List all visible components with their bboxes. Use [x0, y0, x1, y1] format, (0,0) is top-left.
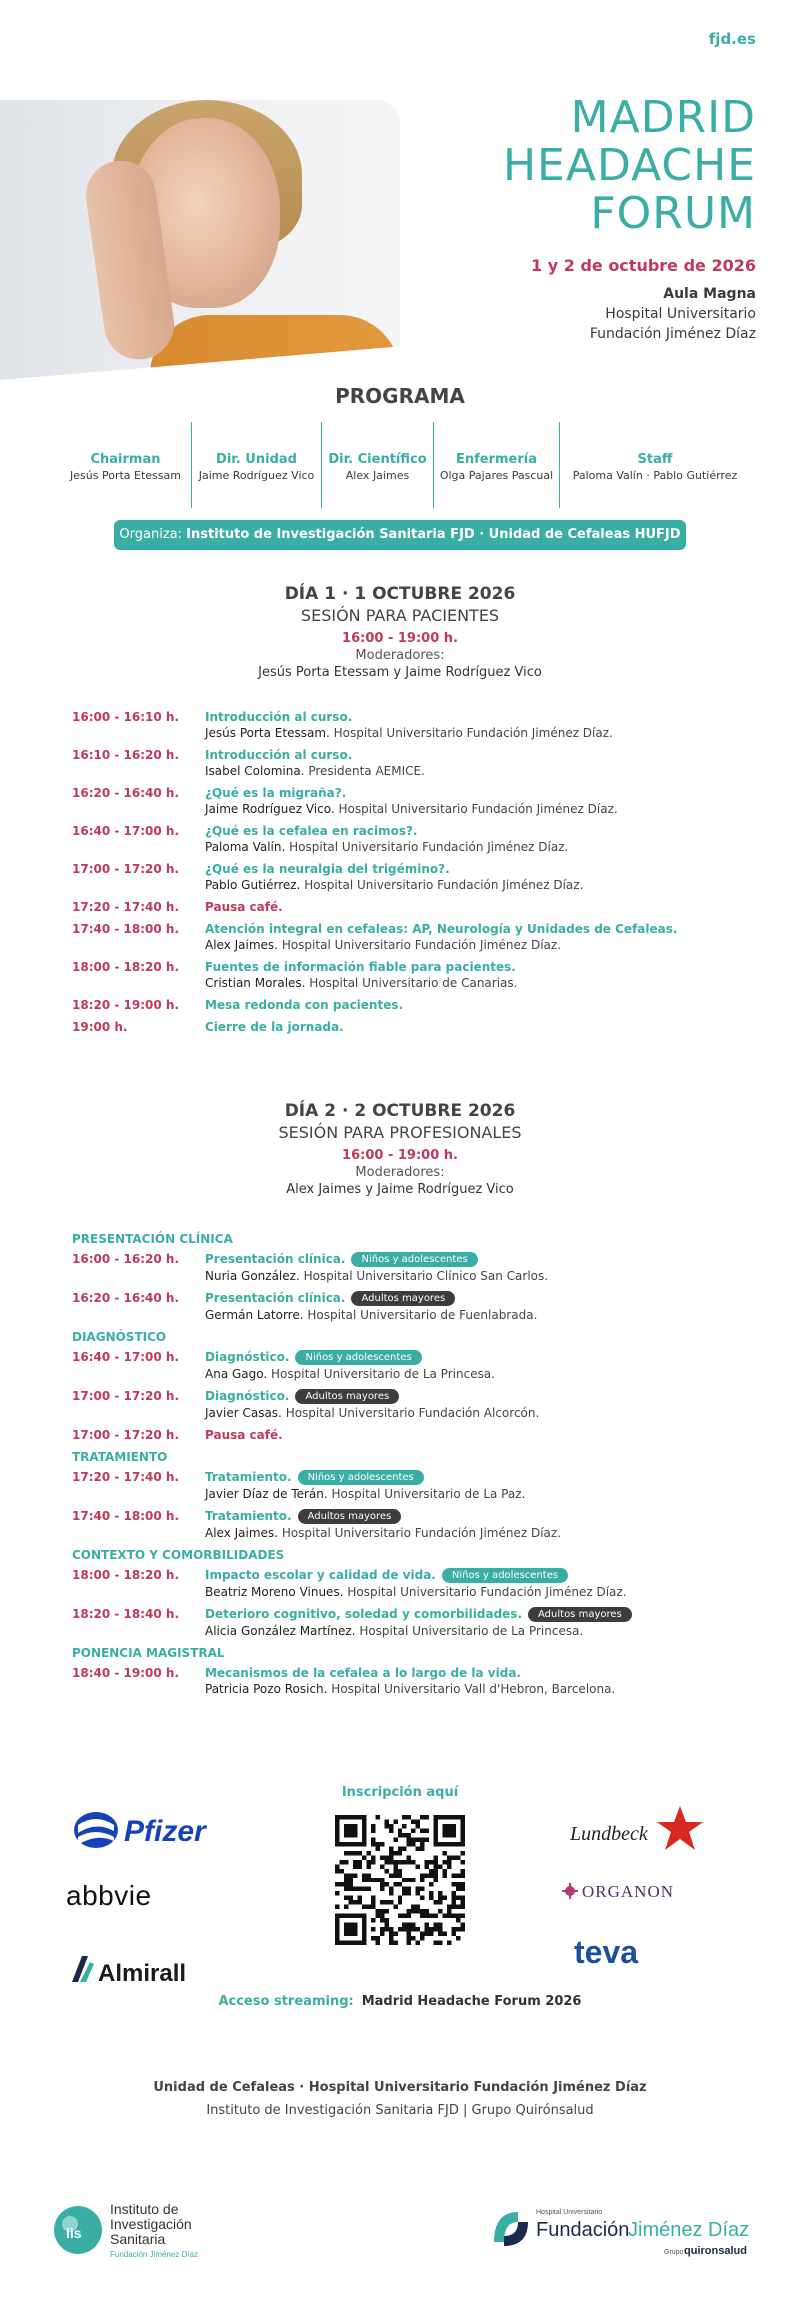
svg-text:Fundación Jiménez Díaz: Fundación Jiménez Díaz: [110, 2250, 199, 2259]
row-title: [205, 748, 752, 762]
role-chairman: Chairman Jesús Porta Etessam: [60, 422, 192, 508]
audience-badge: Adultos mayores: [298, 1509, 402, 1524]
row-title-text: Diagnóstico.: [205, 1389, 290, 1403]
organiza-banner: Organiza: Instituto de Investigación Sanitaria FJD · Unidad de Cefaleas HUFJD: [114, 520, 686, 550]
streaming-line[interactable]: Acceso streaming: Madrid Headache Forum 2026: [218, 1994, 582, 2009]
row-title-text: ¿Qué es la neuralgia del trigémino?.: [205, 862, 450, 876]
row-title-text: Cierre de la jornada.: [205, 1020, 344, 1034]
schedule-row: [72, 960, 752, 990]
pfizer-logo: [70, 1803, 270, 1862]
row-time: 18:40 - 19:00 h.: [72, 1666, 180, 1680]
svg-text:Investigación: Investigación: [110, 2216, 192, 2232]
programa-heading: PROGRAMA: [335, 384, 465, 408]
row-speaker: Alex Jaimes. Hospital Universitario Fundación Jiménez Díaz.: [205, 938, 562, 952]
row-title: [205, 1428, 752, 1442]
role-dir-unidad: Dir. Unidad Jaime Rodríguez Vico: [192, 422, 322, 508]
hero-photo: [0, 100, 400, 380]
svg-text:Jiménez Díaz: Jiménez Díaz: [628, 2219, 750, 2241]
qr-code[interactable]: [335, 1815, 465, 1945]
svg-text:quironsalud: quironsalud: [684, 2245, 747, 2257]
row-title-text: Presentación clínica.: [205, 1252, 346, 1266]
svg-text:Fundación: Fundación: [536, 2219, 630, 2241]
row-title-text: Diagnóstico.: [205, 1350, 290, 1364]
schedule-row: [72, 710, 752, 740]
row-time: 16:40 - 17:00 h.: [72, 1350, 180, 1364]
row-title: [205, 786, 752, 800]
row-speaker: Alicia González Martínez. Hospital Universitario de La Princesa.: [205, 1624, 584, 1638]
row-speaker: Javier Casas. Hospital Universitario Fundación Alcorcón.: [205, 1406, 540, 1420]
row-title-text: Tratamiento.: [205, 1470, 292, 1484]
svg-text:Grupo: Grupo: [664, 2249, 684, 2256]
row-speaker: Cristian Morales. Hospital Universitario de Canarias.: [205, 976, 518, 990]
iis-logo: [52, 2198, 252, 2267]
row-title: [205, 1020, 752, 1034]
row-time: 17:40 - 18:00 h.: [72, 922, 180, 936]
audience-badge: Adultos mayores: [295, 1389, 399, 1404]
svg-text:Lundbeck: Lundbeck: [570, 1823, 648, 1845]
row-title-text: Tratamiento.: [205, 1509, 292, 1523]
section-heading: TRATAMIENTO: [72, 1450, 168, 1464]
row-title-text: Atención integral en cefaleas: AP, Neurología y Unidades de Cefaleas.: [205, 922, 678, 936]
row-title-text: Fuentes de información fiable para pacientes.: [205, 960, 516, 974]
row-title: [205, 1252, 752, 1267]
row-speaker: Paloma Valín. Hospital Universitario Fundación Jiménez Díaz.: [205, 840, 569, 854]
row-title-text: Deterioro cognitivo, soledad y comorbilidades.: [205, 1607, 523, 1621]
row-title-text: Impacto escolar y calidad de vida.: [205, 1568, 436, 1582]
section-heading: PONENCIA MAGISTRAL: [72, 1646, 225, 1660]
row-title: [205, 1291, 752, 1306]
schedule-row: [72, 1509, 752, 1540]
row-time: 18:00 - 18:20 h.: [72, 1568, 180, 1582]
audience-badge: Niños y adolescentes: [442, 1568, 568, 1583]
abbvie-logo: abbvie: [66, 1880, 152, 1911]
row-title: [205, 1568, 752, 1583]
schedule-row: [72, 1020, 752, 1034]
row-speaker: Jesús Porta Etessam. Hospital Universitario Fundación Jiménez Díaz.: [205, 726, 613, 740]
schedule-row: [72, 824, 752, 854]
row-title-text: ¿Qué es la migraña?.: [205, 786, 347, 800]
section-heading: DIAGNÓSTICO: [72, 1330, 167, 1344]
row-title-text: Mecanismos de la cefalea a lo largo de la vida.: [205, 1666, 521, 1680]
site-link[interactable]: fjd.es: [708, 30, 756, 48]
event-venue: Aula Magna Hospital Universitario Fundación Jiménez Díaz: [589, 286, 756, 342]
row-title: [205, 710, 752, 724]
svg-text:ORGANON: ORGANON: [582, 1882, 674, 1901]
row-title-text: Presentación clínica.: [205, 1291, 346, 1305]
footer-line-1: Unidad de Cefaleas · Hospital Universitario Fundación Jiménez Díaz: [153, 2080, 647, 2095]
row-speaker: Pablo Gutiérrez. Hospital Universitario Fundación Jiménez Díaz.: [205, 878, 584, 892]
schedule-row: [72, 1389, 752, 1420]
schedule-row: [72, 1470, 752, 1501]
row-title: [205, 900, 752, 914]
audience-badge: Niños y adolescentes: [295, 1350, 421, 1365]
row-time: 16:00 - 16:10 h.: [72, 710, 180, 724]
row-title: [205, 998, 752, 1012]
svg-text:Pfizer: Pfizer: [124, 1815, 206, 1848]
row-title: [205, 1509, 752, 1524]
row-speaker: Patricia Pozo Rosich. Hospital Universitario Vall d'Hebron, Barcelona.: [205, 1682, 616, 1696]
row-title: [205, 1666, 752, 1680]
row-title-text: ¿Qué es la cefalea en racimos?.: [205, 824, 418, 838]
row-title: [205, 922, 752, 936]
row-speaker: Alex Jaimes. Hospital Universitario Fundación Jiménez Díaz.: [205, 1526, 562, 1540]
row-title: [205, 960, 752, 974]
row-time: 17:00 - 17:20 h.: [72, 1428, 180, 1442]
row-title-text: Pausa café.: [205, 900, 283, 914]
row-speaker: Isabel Colomina. Presidenta AEMICE.: [205, 764, 425, 778]
day2-header: DÍA 2 · 2 OCTUBRE 2026 SESIÓN PARA PROFESIONALES 16:00 - 19:00 h. Moderadores: Alex Jaimes y Jaime Rodríguez Vico: [278, 1101, 522, 1197]
audience-badge: Niños y adolescentes: [298, 1470, 424, 1485]
row-title-text: Introducción al curso.: [205, 710, 353, 724]
row-speaker: Beatriz Moreno Vinues. Hospital Universitario Fundación Jiménez Díaz.: [205, 1585, 627, 1599]
row-title-text: Mesa redonda con pacientes.: [205, 998, 404, 1012]
roles-bar: [60, 422, 750, 508]
row-title-text: Introducción al curso.: [205, 748, 353, 762]
schedule-row: [72, 1666, 752, 1696]
row-title: [205, 1350, 752, 1365]
row-title: [205, 1470, 752, 1485]
row-time: 16:00 - 16:20 h.: [72, 1252, 180, 1266]
row-title: [205, 824, 752, 838]
svg-text:Hospital Universitario: Hospital Universitario: [536, 2209, 603, 2216]
schedule-row: [72, 1607, 752, 1638]
footer-line-2: Instituto de Investigación Sanitaria FJD | Grupo Quirónsalud: [206, 2103, 594, 2118]
svg-text:Almirall: Almirall: [98, 1960, 187, 1987]
schedule-row: [72, 900, 752, 914]
svg-text:Instituto de: Instituto de: [110, 2201, 179, 2217]
audience-badge: Adultos mayores: [528, 1607, 632, 1622]
day2-schedule: [72, 1226, 752, 1704]
schedule-row: [72, 862, 752, 892]
day1-header: DÍA 1 · 1 OCTUBRE 2026 SESIÓN PARA PACIENTES 16:00 - 19:00 h. Moderadores: Jesús Porta Etessam y Jaime Rodríguez Vico: [258, 584, 542, 680]
section-heading: PRESENTACIÓN CLÍNICA: [72, 1232, 233, 1246]
event-title: MADRID HEADACHE FORUM: [502, 92, 756, 239]
row-time: 18:20 - 19:00 h.: [72, 998, 180, 1012]
schedule-row: [72, 998, 752, 1012]
row-speaker: Nuria González. Hospital Universitario Clínico San Carlos.: [205, 1269, 549, 1283]
row-time: 16:40 - 17:00 h.: [72, 824, 180, 838]
row-title: [205, 862, 752, 876]
schedule-row: [72, 1428, 752, 1442]
svg-text:Sanitaria: Sanitaria: [110, 2231, 166, 2247]
row-time: 18:00 - 18:20 h.: [72, 960, 180, 974]
schedule-row: [72, 1291, 752, 1322]
row-time: 16:20 - 16:40 h.: [72, 786, 180, 800]
row-title: [205, 1607, 752, 1622]
role-dir-cientifico: Dir. Científico Alex Jaimes: [322, 422, 434, 508]
row-title-text: Pausa café.: [205, 1428, 283, 1442]
schedule-row: [72, 1350, 752, 1381]
almirall-logo: [68, 1950, 268, 1995]
schedule-row: [72, 922, 752, 952]
row-time: 17:20 - 17:40 h.: [72, 1470, 180, 1484]
row-time: 19:00 h.: [72, 1020, 128, 1034]
row-time: 18:20 - 18:40 h.: [72, 1607, 180, 1621]
row-time: 17:00 - 17:20 h.: [72, 1389, 180, 1403]
row-time: 17:00 - 17:20 h.: [72, 862, 180, 876]
svg-text:iis: iis: [66, 2225, 82, 2241]
schedule-row: [72, 1568, 752, 1599]
day1-schedule: [72, 710, 752, 1042]
fjd-logo: [488, 2202, 758, 2267]
row-speaker: Javier Díaz de Terán. Hospital Universitario de La Paz.: [205, 1487, 526, 1501]
row-speaker: Jaime Rodríguez Vico. Hospital Universitario Fundación Jiménez Díaz.: [205, 802, 618, 816]
row-time: 17:40 - 18:00 h.: [72, 1509, 180, 1523]
lundbeck-logo: [568, 1800, 708, 1865]
row-speaker: Ana Gago. Hospital Universitario de La Princesa.: [205, 1367, 495, 1381]
section-heading: CONTEXTO Y COMORBILIDADES: [72, 1548, 285, 1562]
schedule-row: [72, 748, 752, 778]
role-staff: Staff Paloma Valín · Pablo Gutiérrez: [572, 452, 738, 482]
row-time: 17:20 - 17:40 h.: [72, 900, 180, 914]
row-time: 16:10 - 16:20 h.: [72, 748, 180, 762]
audience-badge: Niños y adolescentes: [351, 1252, 477, 1267]
audience-badge: Adultos mayores: [351, 1291, 455, 1306]
row-speaker: Germán Latorre. Hospital Universitario de Fuenlabrada.: [205, 1308, 538, 1322]
schedule-row: [72, 1252, 752, 1283]
role-enfermeria: Enfermería Olga Pajares Pascual: [434, 422, 560, 508]
teva-logo: teva: [574, 1934, 639, 1970]
inscripcion-label: Inscripción aquí: [341, 1785, 459, 1800]
organon-logo: [560, 1878, 700, 1909]
row-title: [205, 1389, 752, 1404]
row-time: 16:20 - 16:40 h.: [72, 1291, 180, 1305]
event-date: 1 y 2 de octubre de 2026: [531, 256, 756, 275]
schedule-row: [72, 786, 752, 816]
